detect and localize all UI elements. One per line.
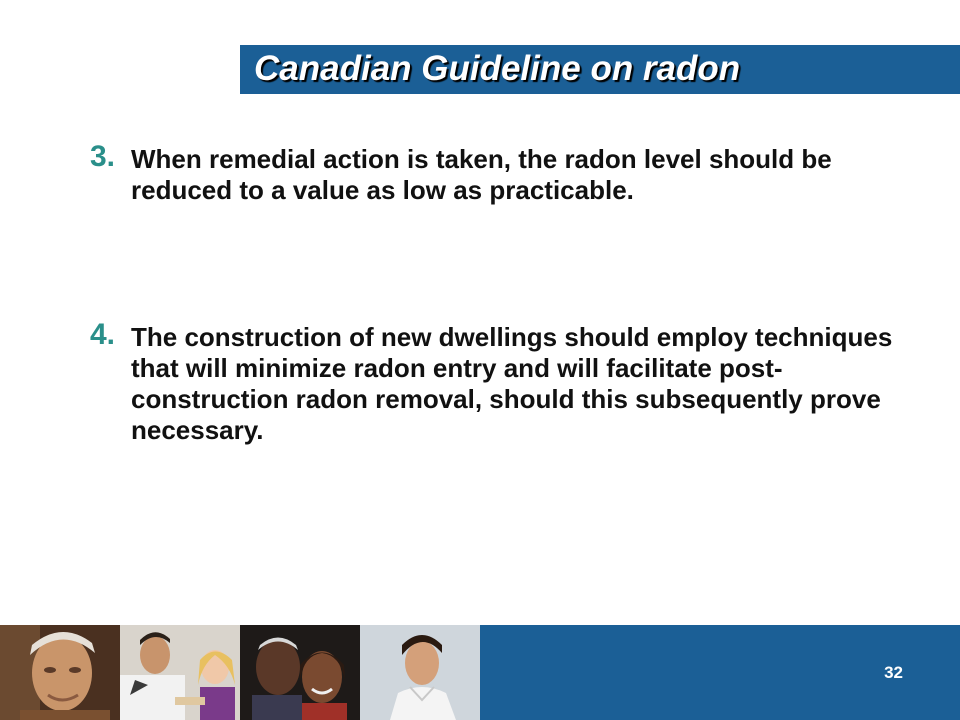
- couple-photo: [240, 625, 360, 720]
- page-number: 32: [884, 663, 903, 682]
- list-item-4: [90, 318, 910, 498]
- list-item-3: [90, 140, 910, 250]
- title-bar: [240, 45, 960, 94]
- nurse-photo: [360, 625, 480, 720]
- doctor-child-photo: [120, 625, 240, 720]
- item-number: 3.: [90, 140, 116, 173]
- slide-title: Canadian Guideline on radon: [254, 49, 741, 88]
- footer-bar: [0, 625, 960, 720]
- item-number: 4.: [90, 318, 116, 351]
- elderly-man-photo: [0, 625, 120, 720]
- item-text: When remedial action is taken, the radon level should be reduced to a value as low as practicable.: [131, 144, 832, 205]
- item-text: The construction of new dwellings should employ techniques that will minimize radon entry and will facilitate post-construction radon removal, should this subsequently prove necessary.: [131, 322, 893, 445]
